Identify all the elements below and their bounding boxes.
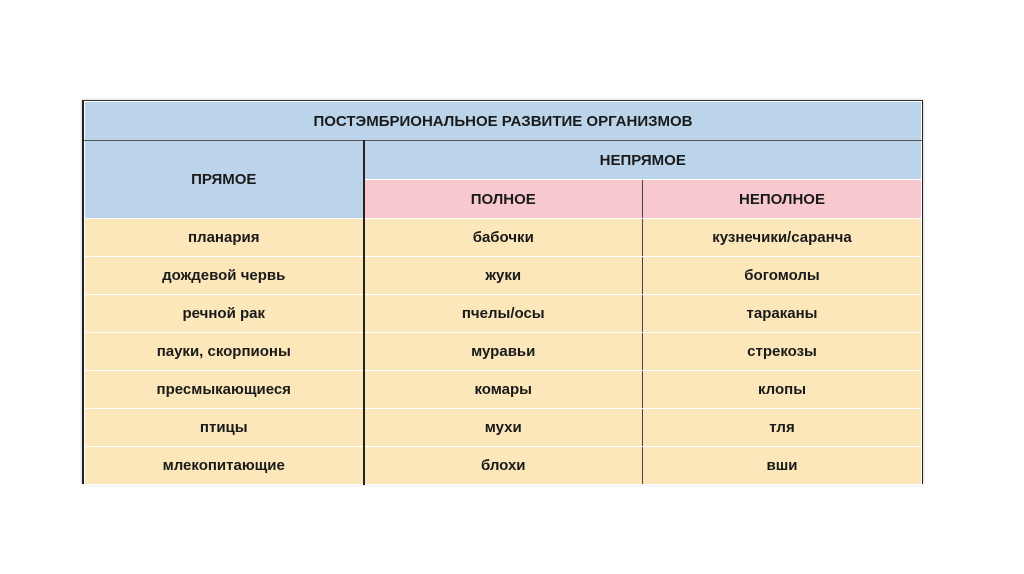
complete-cell: мухи bbox=[364, 409, 643, 447]
development-table bbox=[84, 101, 922, 485]
table-row bbox=[85, 333, 922, 371]
table-row bbox=[85, 409, 922, 447]
table-row bbox=[85, 219, 922, 257]
table-title-row bbox=[85, 102, 922, 141]
table-row bbox=[85, 295, 922, 333]
incomplete-cell: богомолы bbox=[643, 257, 922, 295]
complete-cell: муравьи bbox=[364, 333, 643, 371]
table-row bbox=[85, 371, 922, 409]
direct-header: ПРЯМОЕ bbox=[85, 141, 364, 219]
incomplete-cell: тля bbox=[643, 409, 922, 447]
direct-cell: пресмыкающиеся bbox=[85, 371, 364, 409]
table-row bbox=[85, 447, 922, 485]
development-table-container bbox=[82, 100, 923, 484]
incomplete-cell: кузнечики/саранча bbox=[643, 219, 922, 257]
header-row-1 bbox=[85, 141, 922, 180]
complete-cell: пчелы/осы bbox=[364, 295, 643, 333]
complete-header: ПОЛНОЕ bbox=[364, 180, 643, 219]
direct-cell: речной рак bbox=[85, 295, 364, 333]
incomplete-header: НЕПОЛНОЕ bbox=[643, 180, 922, 219]
complete-cell: жуки bbox=[364, 257, 643, 295]
table-title: ПОСТЭМБРИОНАЛЬНОЕ РАЗВИТИЕ ОРГАНИЗМОВ bbox=[85, 102, 922, 141]
direct-cell: планария bbox=[85, 219, 364, 257]
incomplete-cell: стрекозы bbox=[643, 333, 922, 371]
incomplete-cell: клопы bbox=[643, 371, 922, 409]
incomplete-cell: тараканы bbox=[643, 295, 922, 333]
direct-cell: птицы bbox=[85, 409, 364, 447]
complete-cell: бабочки bbox=[364, 219, 643, 257]
indirect-header: НЕПРЯМОЕ bbox=[364, 141, 922, 180]
direct-cell: млекопитающие bbox=[85, 447, 364, 485]
complete-cell: комары bbox=[364, 371, 643, 409]
direct-cell: пауки, скорпионы bbox=[85, 333, 364, 371]
direct-cell: дождевой червь bbox=[85, 257, 364, 295]
complete-cell: блохи bbox=[364, 447, 643, 485]
incomplete-cell: вши bbox=[643, 447, 922, 485]
table-row bbox=[85, 257, 922, 295]
